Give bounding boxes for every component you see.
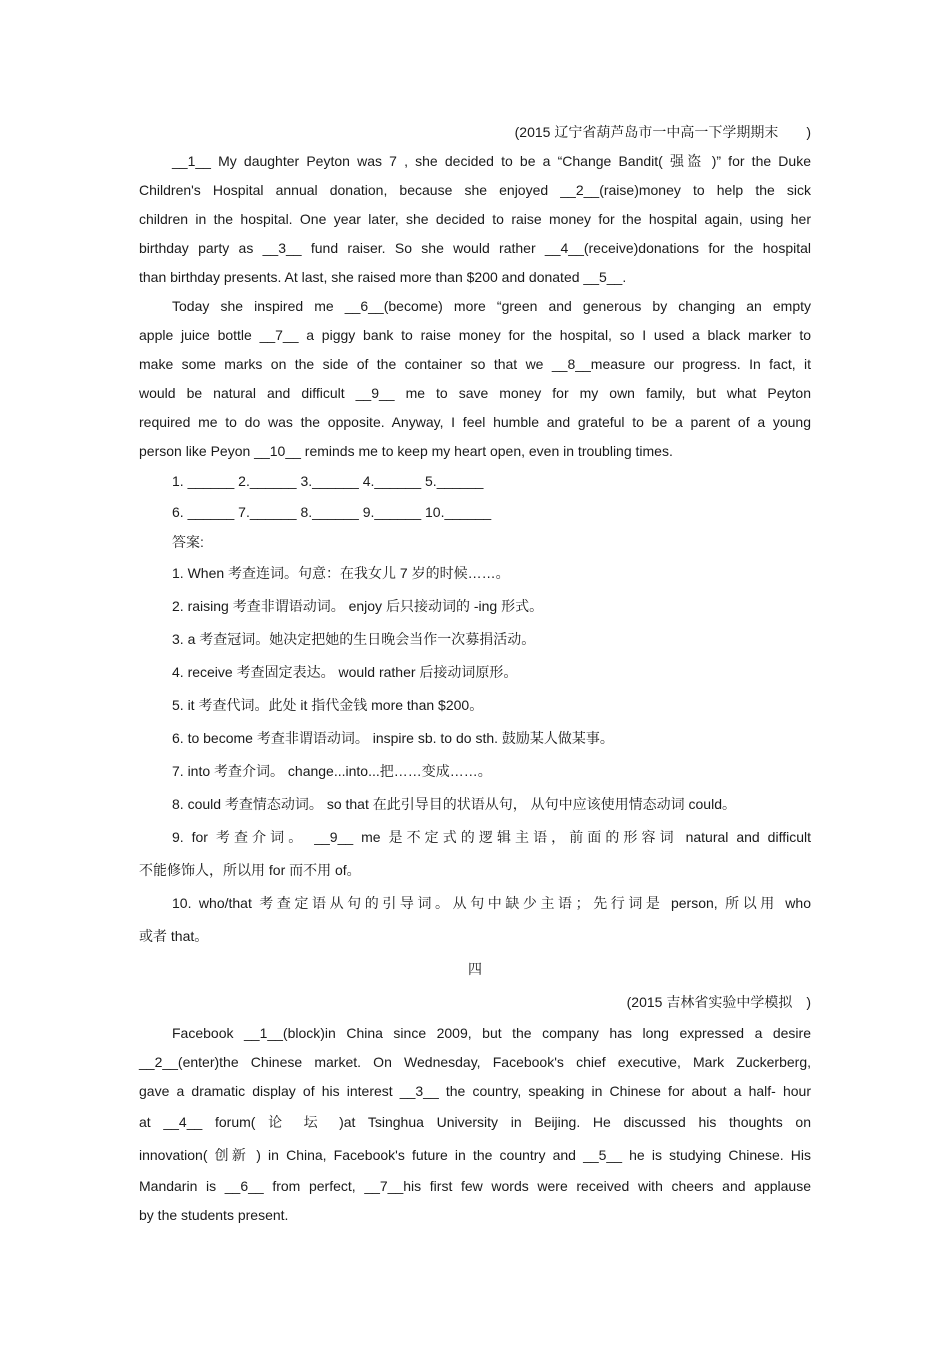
passage-line: required me to do was the opposite. Anyway, I feel humble and grateful to be a parent of a young bbox=[139, 414, 811, 430]
section4-passage bbox=[139, 1019, 811, 1230]
answer-item: 8. could 考查情态动词。 so that 在此引导目的状语从句， 从句中应该使用情态动词 could。 bbox=[172, 796, 736, 812]
answer-item: 9. for 考查介词。 __9__ me 是不定式的逻辑主语，前面的形容词 natural and difficult bbox=[172, 829, 811, 845]
passage-line: Facebook __1__(block)in China since 2009, but the company has long expressed a desire bbox=[172, 1025, 811, 1041]
answer-list bbox=[139, 557, 811, 953]
blank-row: 1. ______ 2.______ 3.______ 4.______ 5.______ bbox=[172, 473, 484, 489]
passage-line: innovation( 创新 ) in China, Facebook's future in the country and __5__ he is studying Chinese. His bbox=[139, 1147, 811, 1163]
passage-line: gave a dramatic display of his interest __3__ the country, speaking in Chinese for about a half- hour bbox=[139, 1083, 811, 1099]
passage-line: person like Peyon __10__ reminds me to keep my heart open, even in troubling times. bbox=[139, 443, 673, 459]
passage-line: Children's Hospital annual donation, because she enjoyed __2__(raise)money to help the sick bbox=[139, 182, 811, 198]
passage-line: children in the hospital. One year later, she decided to raise money for the hospital again, using her bbox=[139, 211, 811, 227]
passage-line: apple juice bottle __7__ a piggy bank to raise money for the hospital, so I used a black marker to bbox=[139, 327, 811, 343]
passage-line: would be natural and difficult __9__ me to save money for my own family, but what Peyton bbox=[139, 385, 811, 401]
section4-number: 四 bbox=[468, 961, 482, 977]
answer-item: 2. raising 考查非谓语动词。 enjoy 后只接动词的 -ing 形式。 bbox=[172, 598, 544, 614]
answer-heading: 答案: bbox=[172, 534, 204, 550]
passage-line: Mandarin is __6__ from perfect, __7__his first few words were received with cheers and applause bbox=[139, 1178, 811, 1194]
passage-line: than birthday presents. At last, she raised more than $200 and donated __5__. bbox=[139, 269, 627, 285]
passage-line: by the students present. bbox=[139, 1207, 289, 1223]
answer-item: 6. to become 考查非谓语动词。 inspire sb. to do sth. 鼓励某人做某事。 bbox=[172, 730, 614, 746]
passage-line: make some marks on the side of the container so that we __8__measure our progress. In fact, it bbox=[139, 356, 811, 372]
passage-line: __1__ My daughter Peyton was 7 , she decided to be a “Change Bandit( 强盗 )” for the Duke bbox=[172, 153, 811, 169]
document-page bbox=[139, 118, 811, 1230]
answer-item-continued: 不能修饰人，所以用 for 而不用 of。 bbox=[139, 862, 361, 878]
answer-item: 1. When 考查连词。句意：在我女儿 7 岁的时候……。 bbox=[172, 565, 510, 581]
answer-item-continued: 或者 that。 bbox=[139, 928, 209, 944]
passage-line: __2__(enter)the Chinese market. On Wednesday, Facebook's chief executive, Mark Zuckerberg, bbox=[139, 1054, 811, 1070]
section4-source: (2015 吉林省实验中学模拟 ) bbox=[626, 994, 811, 1010]
section3-passage bbox=[139, 147, 811, 466]
passage-line: birthday party as __3__ fund raiser. So she would rather __4__(receive)donations for the hospital bbox=[139, 240, 811, 256]
passage-line: at __4__ forum( 论 坛 )at Tsinghua University in Beijing. He discussed his thoughts on bbox=[139, 1114, 811, 1130]
answer-item: 5. it 考查代词。此处 it 指代金钱 more than $200。 bbox=[172, 697, 484, 713]
passage-line: Today she inspired me __6__(become) more “green and generous by changing an empty bbox=[172, 298, 811, 314]
answer-item: 7. into 考查介词。 change...into...把……变成……。 bbox=[172, 763, 492, 779]
answer-item: 3. a 考查冠词。她决定把她的生日晚会当作一次募捐活动。 bbox=[172, 631, 536, 647]
answer-item: 10. who/that 考查定语从句的引导词。从句中缺少主语；先行词是 person, 所以用 who bbox=[172, 895, 811, 911]
answer-item: 4. receive 考查固定表达。 would rather 后接动词原形。 bbox=[172, 664, 518, 680]
section3-source: (2015 辽宁省葫芦岛市一中高一下学期期末 ) bbox=[514, 124, 811, 140]
blank-row: 6. ______ 7.______ 8.______ 9.______ 10.______ bbox=[172, 504, 492, 520]
